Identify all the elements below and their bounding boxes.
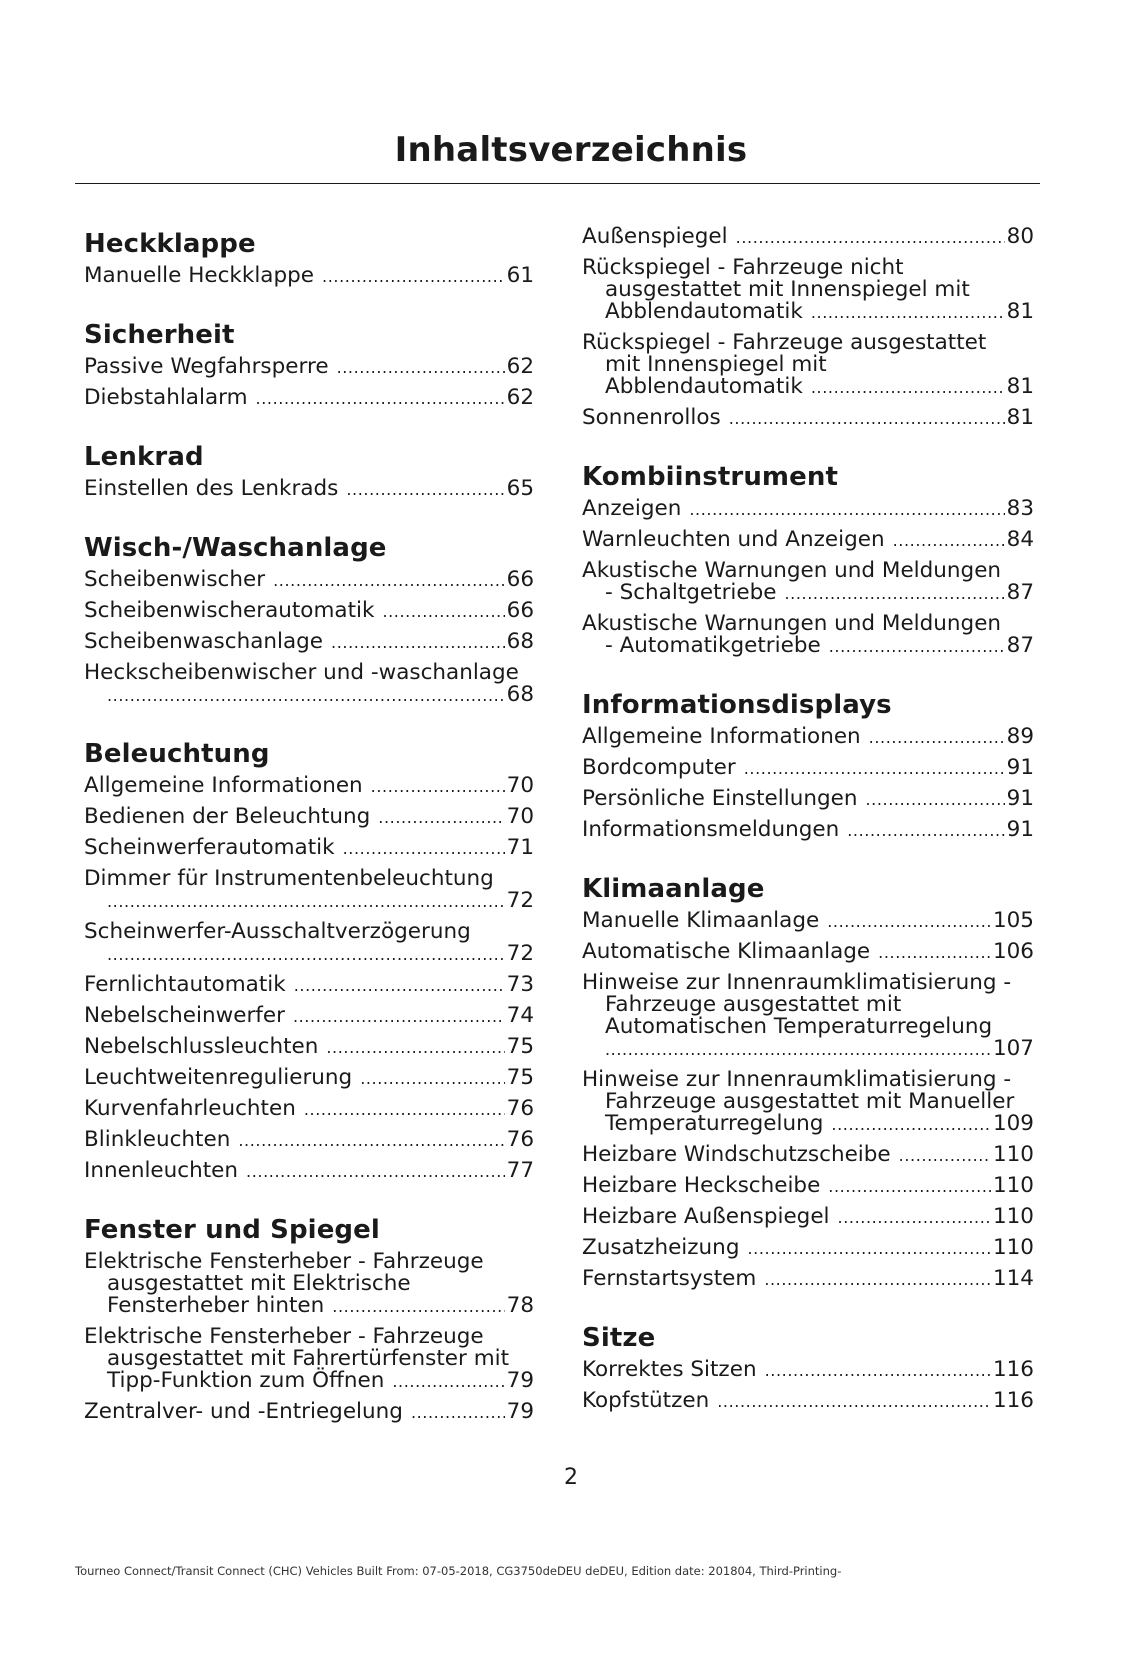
toc-entry-label: - Schaltgetriebe <box>605 580 777 605</box>
section-heading: Sitze <box>582 1323 656 1353</box>
dot-leader <box>765 1360 991 1382</box>
toc-entry[interactable] <box>582 222 1034 253</box>
toc-page-number: 81 <box>1006 405 1034 430</box>
footer-edition-info: Tourneo Connect/Transit Connect (CHC) Vehicles Built From: 07-05-2018, CG3750deDEU deDEU, Edition date: 201804, Third-Printing- <box>75 1564 842 1578</box>
toc-left-column <box>84 227 534 1428</box>
toc-entry-label: Warnleuchten und Anzeigen <box>582 527 885 552</box>
toc-entry[interactable] <box>84 565 534 596</box>
toc-entry-label: Fahrzeuge ausgestattet mit <box>605 992 902 1017</box>
dot-leader <box>360 1068 504 1090</box>
toc-entry-label: Scheibenwischer <box>84 567 266 592</box>
toc-page-number: 74 <box>506 1003 534 1028</box>
toc-page-number: 91 <box>1006 817 1034 842</box>
toc-page-number: 79 <box>506 1399 534 1424</box>
dot-leader <box>322 266 505 288</box>
toc-entry-label: Blinkleuchten <box>84 1127 231 1152</box>
dot-leader <box>293 1006 505 1028</box>
toc-page-number: 116 <box>992 1388 1034 1413</box>
dot-leader <box>392 1371 504 1393</box>
toc-entry-label: - Automatikgetriebe <box>605 633 821 658</box>
toc-page-number: 68 <box>506 682 534 707</box>
dot-leader <box>829 636 1005 658</box>
toc-page-number: 110 <box>992 1173 1034 1198</box>
toc-entry[interactable] <box>582 753 1034 784</box>
dot-leader <box>828 1176 991 1198</box>
toc-page-number: 84 <box>1006 527 1034 552</box>
toc-entry[interactable] <box>84 261 534 292</box>
toc-page-number: 107 <box>992 1036 1034 1061</box>
toc-entry-label: Automatische Klimaanlage <box>582 939 871 964</box>
toc-page-number: 91 <box>1006 755 1034 780</box>
dot-leader <box>371 776 505 798</box>
toc-page-number: 76 <box>506 1096 534 1121</box>
toc-entry[interactable] <box>84 833 534 864</box>
toc-entry[interactable] <box>84 627 534 658</box>
section-heading: Kombiinstrument <box>582 462 838 492</box>
toc-entry[interactable] <box>582 556 1034 609</box>
toc-entry[interactable] <box>84 917 534 970</box>
dot-leader <box>332 1296 504 1318</box>
toc-page-number: 109 <box>992 1111 1034 1136</box>
toc-page-number: 81 <box>1006 374 1034 399</box>
toc-page-number: 65 <box>506 476 534 501</box>
dot-leader <box>246 1161 505 1183</box>
toc-section <box>582 222 1034 434</box>
toc-entry-label: Heizbare Außenspiegel <box>582 1204 830 1229</box>
toc-page-number: 72 <box>506 941 534 966</box>
dot-leader <box>869 727 1005 749</box>
toc-entry-label: Allgemeine Informationen <box>84 773 363 798</box>
dot-leader <box>717 1391 991 1413</box>
dot-leader <box>605 1039 991 1061</box>
toc-entry-label: Scheibenwischerautomatik <box>84 598 375 623</box>
toc-entry[interactable] <box>582 403 1034 434</box>
toc-page-number: 75 <box>506 1065 534 1090</box>
dot-leader <box>331 632 505 654</box>
dot-leader <box>411 1402 505 1424</box>
toc-entry-label: ausgestattet mit Innenspiegel mit <box>605 277 970 302</box>
toc-entry-label: Scheinwerfer-Ausschaltverzögerung <box>84 919 471 944</box>
toc-entry-label: Rückspiegel - Fahrzeuge nicht <box>582 255 904 280</box>
section-heading: Fenster und Spiegel <box>84 1215 380 1245</box>
section-heading: Wisch-/Waschanlage <box>84 533 387 563</box>
toc-right-column <box>582 224 1034 1417</box>
page-title: Inhaltsverzeichnis <box>394 130 748 170</box>
toc-entry-label: Kopfstützen <box>582 1388 710 1413</box>
dot-leader <box>238 1130 504 1152</box>
toc-page-number: 81 <box>1006 299 1034 324</box>
toc-page-number: 106 <box>992 939 1034 964</box>
dot-leader <box>729 408 1005 430</box>
toc-entry-label: Tipp-Funktion zum Öffnen <box>107 1368 385 1393</box>
toc-entry[interactable] <box>84 1063 534 1094</box>
toc-entry-label: Nebelscheinwerfer <box>84 1003 285 1028</box>
dot-leader <box>847 820 1004 842</box>
toc-entry[interactable] <box>582 815 1034 846</box>
toc-section <box>84 531 534 711</box>
toc-entry-label: Nebelschlussleuchten <box>84 1034 319 1059</box>
toc-page-number: 66 <box>506 598 534 623</box>
page-number: 2 <box>564 1465 578 1490</box>
toc-entry-label: Sonnenrollos <box>582 405 721 430</box>
toc-entry-label: Rückspiegel - Fahrzeuge ausgestattet <box>582 330 987 355</box>
section-heading: Heckklappe <box>84 229 256 259</box>
dot-leader <box>764 1269 991 1291</box>
toc-section <box>84 318 534 414</box>
dot-leader <box>343 838 505 860</box>
toc-page-number: 87 <box>1006 633 1034 658</box>
toc-page-number: 72 <box>506 888 534 913</box>
toc-entry[interactable] <box>582 609 1034 662</box>
dot-leader <box>378 807 504 829</box>
toc-entry[interactable] <box>582 784 1034 815</box>
toc-page-number: 76 <box>506 1127 534 1152</box>
toc-section <box>582 1321 1034 1417</box>
toc-entry[interactable] <box>582 1355 1034 1386</box>
section-heading: Informationsdisplays <box>582 690 892 720</box>
toc-entry[interactable] <box>84 352 534 383</box>
toc-entry-label: Hinweise zur Innenraumklimatisierung - <box>582 970 1012 995</box>
toc-entry[interactable] <box>84 474 534 505</box>
toc-entry[interactable] <box>582 1233 1034 1264</box>
toc-entry-label: Hinweise zur Innenraumklimatisierung - <box>582 1067 1012 1092</box>
toc-entry-label: Fahrzeuge ausgestattet mit Manueller <box>605 1089 1015 1114</box>
toc-entry-label: Dimmer für Instrumentenbeleuchtung <box>84 866 494 891</box>
toc-entry[interactable] <box>582 1202 1034 1233</box>
toc-entry-label: Zusatzheizung <box>582 1235 740 1260</box>
dot-leader <box>736 227 1005 249</box>
toc-entry-label: Scheibenwaschanlage <box>84 629 324 654</box>
toc-entry-label: Persönliche Einstellungen <box>582 786 858 811</box>
toc-entry-label: Elektrische Fensterheber - Fahrzeuge <box>84 1324 484 1349</box>
toc-page-number: 68 <box>506 629 534 654</box>
toc-entry-label: Einstellen des Lenkrads <box>84 476 339 501</box>
dot-leader <box>811 302 1005 324</box>
toc-page-number: 62 <box>506 385 534 410</box>
dot-leader <box>689 499 1004 521</box>
toc-entry-label: Manuelle Heckklappe <box>84 263 315 288</box>
dot-leader <box>294 975 505 997</box>
toc-entry-label: Anzeigen <box>582 496 682 521</box>
toc-page-number: 61 <box>506 263 534 288</box>
toc-entry-label: Akustische Warnungen und Meldungen <box>582 558 1002 583</box>
toc-entry-label: Passive Wegfahrsperre <box>84 354 329 379</box>
dot-leader <box>827 911 991 933</box>
toc-page-number: 87 <box>1006 580 1034 605</box>
dot-leader <box>838 1207 991 1229</box>
dot-leader <box>744 758 1005 780</box>
dot-leader <box>747 1238 990 1260</box>
toc-entry-label: Bordcomputer <box>582 755 736 780</box>
toc-entry-label: Elektrische Fensterheber - Fahrzeuge <box>84 1249 484 1274</box>
dot-leader <box>337 357 505 379</box>
toc-entry[interactable] <box>582 1386 1034 1417</box>
toc-page-number: 110 <box>992 1204 1034 1229</box>
toc-page-number: 89 <box>1006 724 1034 749</box>
dot-leader <box>107 891 505 913</box>
toc-page-number: 62 <box>506 354 534 379</box>
toc-entry[interactable] <box>84 1156 534 1187</box>
toc-entry[interactable] <box>84 802 534 833</box>
toc-entry[interactable] <box>582 1264 1034 1295</box>
toc-entry-label: ausgestattet mit Fahrertürfenster mit <box>107 1346 510 1371</box>
toc-entry[interactable] <box>582 1140 1034 1171</box>
toc-entry[interactable] <box>84 970 534 1001</box>
toc-entry[interactable] <box>582 253 1034 328</box>
toc-entry[interactable] <box>582 722 1034 753</box>
toc-entry-label: Scheinwerferautomatik <box>84 835 335 860</box>
toc-page-number: 66 <box>506 567 534 592</box>
toc-entry[interactable] <box>84 1094 534 1125</box>
toc-entry-label: Zentralver- und -Entriegelung <box>84 1399 403 1424</box>
toc-page-number: 79 <box>506 1368 534 1393</box>
toc-entry-label: Fernlichtautomatik <box>84 972 286 997</box>
toc-page-number: 110 <box>992 1142 1034 1167</box>
toc-page-number: 114 <box>992 1266 1034 1291</box>
toc-entry[interactable] <box>84 596 534 627</box>
toc-entry[interactable] <box>582 1171 1034 1202</box>
toc-entry[interactable] <box>582 937 1034 968</box>
toc-entry[interactable] <box>84 864 534 917</box>
toc-entry-label: Automatischen Temperaturregelung <box>605 1014 993 1039</box>
dot-leader <box>865 789 1004 811</box>
toc-entry-label: ausgestattet mit Elektrische <box>107 1271 411 1296</box>
dot-leader <box>107 685 505 707</box>
toc-entry-label: Heizbare Heckscheibe <box>582 1173 821 1198</box>
toc-section <box>582 688 1034 846</box>
dot-leader <box>107 944 505 966</box>
dot-leader <box>785 583 1005 605</box>
title-divider <box>75 183 1040 184</box>
toc-entry[interactable] <box>582 525 1034 556</box>
section-heading: Beleuchtung <box>84 739 270 769</box>
toc-entry[interactable] <box>84 1001 534 1032</box>
toc-entry-label: Manuelle Klimaanlage <box>582 908 820 933</box>
toc-entry-label: Fernstartsystem <box>582 1266 757 1291</box>
dot-leader <box>899 1145 991 1167</box>
toc-entry[interactable] <box>582 328 1034 403</box>
toc-entry[interactable] <box>84 1322 534 1397</box>
toc-entry-label: Außenspiegel <box>582 224 728 249</box>
toc-section <box>582 872 1034 1295</box>
toc-entry-label: Innenleuchten <box>84 1158 239 1183</box>
toc-entry[interactable] <box>84 383 534 414</box>
dot-leader <box>893 530 1005 552</box>
toc-entry-label: Fensterheber hinten <box>107 1293 325 1318</box>
toc-page-number: 91 <box>1006 786 1034 811</box>
toc-entry-label: Heizbare Windschutzscheibe <box>582 1142 891 1167</box>
toc-entry[interactable] <box>84 771 534 802</box>
toc-entry[interactable] <box>582 1065 1034 1140</box>
section-heading: Klimaanlage <box>582 874 765 904</box>
toc-section <box>84 1213 534 1428</box>
dot-leader <box>273 570 505 592</box>
toc-page-number: 78 <box>506 1293 534 1318</box>
toc-page-number: 73 <box>506 972 534 997</box>
toc-entry[interactable] <box>582 968 1034 1065</box>
toc-section <box>84 440 534 505</box>
section-heading: Lenkrad <box>84 442 204 472</box>
toc-entry[interactable] <box>84 1032 534 1063</box>
toc-entry[interactable] <box>84 1397 534 1428</box>
toc-entry-label: Temperaturregelung <box>605 1111 824 1136</box>
toc-page-number: 83 <box>1006 496 1034 521</box>
toc-entry-label: Bedienen der Beleuchtung <box>84 804 371 829</box>
toc-entry[interactable] <box>582 494 1034 525</box>
dot-leader <box>346 479 504 501</box>
dot-leader <box>878 942 991 964</box>
toc-page-number: 116 <box>992 1357 1034 1382</box>
toc-page-number: 70 <box>506 804 534 829</box>
toc-entry[interactable] <box>84 1247 534 1322</box>
dot-leader <box>256 388 505 410</box>
toc-entry-label: mit Innenspiegel mit <box>605 352 827 377</box>
toc-section <box>84 737 534 1187</box>
toc-entry-label: Kurvenfahrleuchten <box>84 1096 296 1121</box>
toc-entry-label: Allgemeine Informationen <box>582 724 861 749</box>
toc-entry-label: Diebstahlalarm <box>84 385 248 410</box>
toc-entry-label: Abblendautomatik <box>605 374 803 399</box>
dot-leader <box>831 1114 991 1136</box>
dot-leader <box>382 601 504 623</box>
toc-page-number: 80 <box>1006 224 1034 249</box>
toc-section <box>84 227 534 292</box>
toc-page-number: 77 <box>506 1158 534 1183</box>
dot-leader <box>811 377 1005 399</box>
toc-entry-label: Abblendautomatik <box>605 299 803 324</box>
toc-section <box>582 460 1034 662</box>
toc-entry-label: Akustische Warnungen und Meldungen <box>582 611 1002 636</box>
toc-entry-label: Heckscheibenwischer und -waschanlage <box>84 660 519 685</box>
dot-leader <box>304 1099 505 1121</box>
toc-entry[interactable] <box>84 658 534 711</box>
toc-entry-label: Leuchtweitenregulierung <box>84 1065 353 1090</box>
toc-page-number: 105 <box>992 908 1034 933</box>
toc-page-number: 110 <box>992 1235 1034 1260</box>
toc-entry[interactable] <box>84 1125 534 1156</box>
toc-entry-label: Korrektes Sitzen <box>582 1357 757 1382</box>
toc-entry[interactable] <box>582 906 1034 937</box>
toc-page-number: 70 <box>506 773 534 798</box>
toc-entry-label: Informationsmeldungen <box>582 817 840 842</box>
dot-leader <box>326 1037 504 1059</box>
section-heading: Sicherheit <box>84 320 235 350</box>
toc-page-number: 71 <box>506 835 534 860</box>
toc-page-number: 75 <box>506 1034 534 1059</box>
